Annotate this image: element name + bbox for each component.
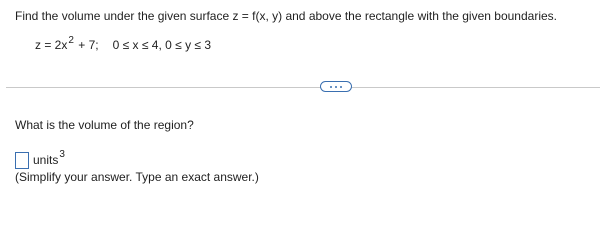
volume-prompt: What is the volume of the region? — [15, 118, 194, 132]
ellipsis-icon — [330, 86, 332, 88]
units-exponent: 3 — [59, 149, 65, 160]
units-text: units — [33, 153, 59, 167]
units-label — [33, 149, 65, 167]
formula-lhs: z = 2x — [35, 38, 68, 52]
section-divider — [6, 87, 600, 88]
answer-input[interactable] — [15, 152, 29, 169]
formula-rhs: + 7; — [78, 38, 99, 52]
question-text: Find the volume under the given surface z = f(x, y) and above the rectangle with the given boundaries. — [15, 9, 557, 23]
formula-y-range: 0 ≤ y ≤ 3 — [165, 38, 212, 52]
answer-hint: (Simplify your answer. Type an exact answer.) — [15, 170, 259, 184]
expand-ellipsis-button[interactable] — [320, 81, 352, 92]
surface-formula — [35, 35, 212, 52]
formula-exponent: 2 — [68, 35, 74, 46]
formula-x-range: 0 ≤ x ≤ 4, — [112, 38, 162, 52]
